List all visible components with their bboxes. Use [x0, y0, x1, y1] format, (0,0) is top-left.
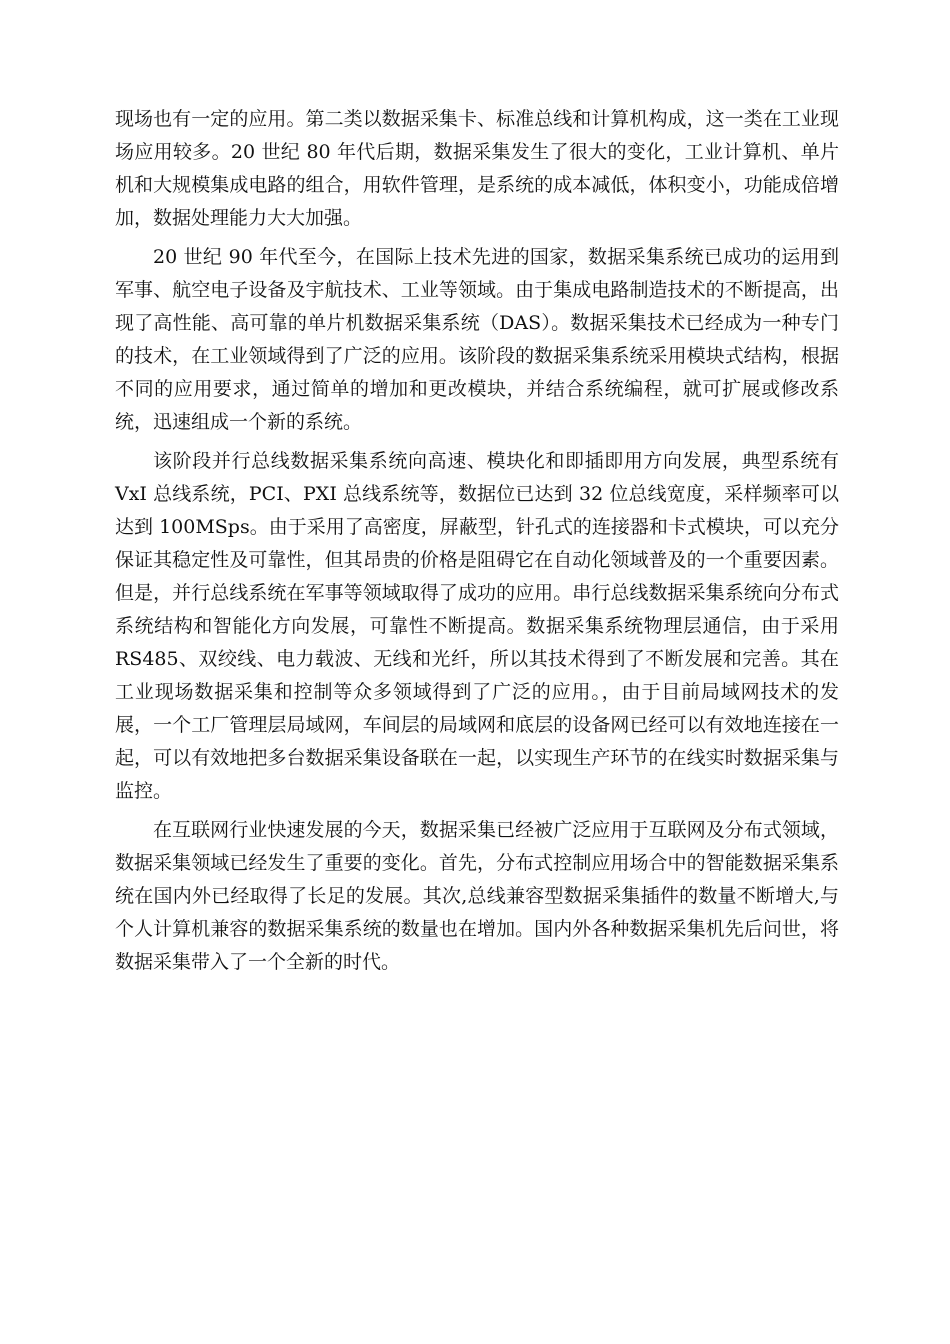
paragraph-1990s-development: 20 世纪 90 年代至今，在国际上技术先进的国家，数据采集系统已成功的运用到军事、航空电子设备及宇航技术、工业等领域。由于集成电路制造技术的不断提高，出现了高性能、高可靠的单片机数据采集系统（DAS）。数据采集技术已经成为一种专门的技术，在工业领域得到了广泛的应用。该阶段的数据采集系统采用模块式结构，根据不同的应用要求，通过简单的增加和更改模块，并结合系统编程，就可扩展或修改系统，迅速组成一个新的系统。 [115, 246, 839, 433]
document-body [115, 103, 839, 985]
paragraph-internet-era: 在互联网行业快速发展的今天，数据采集已经被广泛应用于互联网及分布式领域，数据采集领域已经发生了重要的变化。首先，分布式控制应用场合中的智能数据采集系统在国内外已经取得了长足的发展。其次,总线兼容型数据采集插件的数量不断增大,与个人计算机兼容的数据采集系统的数量也在增加。国内外各种数据采集机先后问世，将数据采集带入了一个全新的时代。 [115, 819, 839, 973]
paragraph-continuation: 现场也有一定的应用。第二类以数据采集卡、标准总线和计算机构成，这一类在工业现场应用较多。20 世纪 80 年代后期，数据采集发生了很大的变化，工业计算机、单片机和大规模集成电路的组合，用软件管理，是系统的成本减低，体积变小，功能成倍增加，数据处理能力大大加强。 [115, 108, 839, 229]
paragraph-bus-systems: 该阶段并行总线数据采集系统向高速、模块化和即插即用方向发展，典型系统有 VxI 总线系统，PCI、PXI 总线系统等，数据位已达到 32 位总线宽度，采样频率可以达到 100MSps。由于采用了高密度，屏蔽型，针孔式的连接器和卡式模块，可以充分保证其稳定性及可靠性，但其昂贵的价格是阻碍它在自动化领域普及的一个重要因素。但是，并行总线系统在军事等领域取得了成功的应用。串行总线数据采集系统向分布式系统结构和智能化方向发展，可靠性不断提高。数据采集系统物理层通信，由于采用 RS485、双绞线、电力载波、无线和光纤，所以其技术得到了不断发展和完善。其在工业现场数据采集和控制等众多领域得到了广泛的应用。，由于目前局域网技术的发展，一个工厂管理层局域网，车间层的局域网和底层的设备网已经可以有效地连接在一起，可以有效地把多台数据采集设备联在一起，以实现生产环节的在线实时数据采集与监控。 [115, 450, 839, 802]
